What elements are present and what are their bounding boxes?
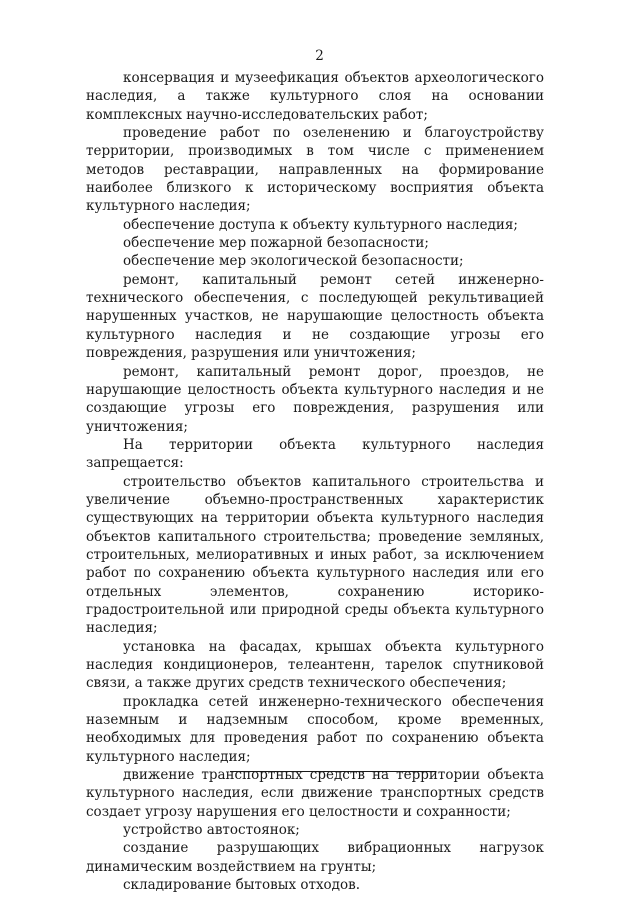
- paragraph: проведение работ по озеленению и благоустройству территории, производимых в том числе с применением методов реставрации, направленных на формирование наиболее близкого к историческому восприятия объекта культурного наследия;: [86, 125, 544, 215]
- paragraph: создание разрушающих вибрационных нагрузок динамическим воздействием на грунты;: [86, 840, 544, 875]
- paragraph: обеспечение доступа к объекту культурного наследия;: [123, 216, 518, 233]
- paragraph: складирование бытовых отходов.: [123, 877, 361, 894]
- paragraph: консервация и музеефикация объектов археологического наследия, а также культурного слоя на основании комплексных научно-исследовательских работ;: [86, 70, 544, 123]
- paragraph: установка на фасадах, крышах объекта культурного наследия кондиционеров, телеантенн, тарелок спутниковой связи, а также других средств технического обеспечения;: [86, 638, 544, 692]
- page-number: 2: [315, 48, 324, 64]
- paragraph: прокладка сетей инженерно-технического обеспечения наземным и надземным способом, кроме временных, необходимых для проведения работ по сохранению объекта культурного наследия;: [86, 693, 544, 765]
- paragraph: ремонт, капитальный ремонт сетей инженерно-технического обеспечения, с последующей рекультивацией нарушенных участков, не нарушающие целостность объекта культурного наследия и не создающие угрозы его повреждения, разрушения или уничтожения;: [86, 271, 544, 362]
- paragraph: строительство объектов капитального строительства и увеличение объемно-пространственных характеристик существующих на территории объекта культурного наследия объектов капитального строительства; проведение земляных, строительных, мелиоративных и иных работ, за исключением работ по сохранению объекта культурного наследия или его отдельных элементов, сохранению историко-градостроительной или природной среды объекта культурного наследия;: [86, 473, 544, 637]
- paragraph: устройство автостоянок;: [123, 822, 300, 839]
- paragraph: ремонт, капитальный ремонт дорог, проездов, не нарушающие целостность объекта культурного наследия и не создающие угрозы его повреждения, разрушения или уничтожения;: [86, 363, 544, 435]
- paragraph: На территории объекта культурного наследия запрещается:: [86, 436, 544, 472]
- paragraph: движение транспортных средств на территории объекта культурного наследия, если движение транспортных средств создает угрозу нарушения его целостности и сохранности;: [86, 767, 544, 820]
- end-of-document-rule: [230, 771, 436, 772]
- paragraph: обеспечение мер пожарной безопасности;: [123, 235, 429, 252]
- paragraph: обеспечение мер экологической безопасности;: [123, 253, 464, 270]
